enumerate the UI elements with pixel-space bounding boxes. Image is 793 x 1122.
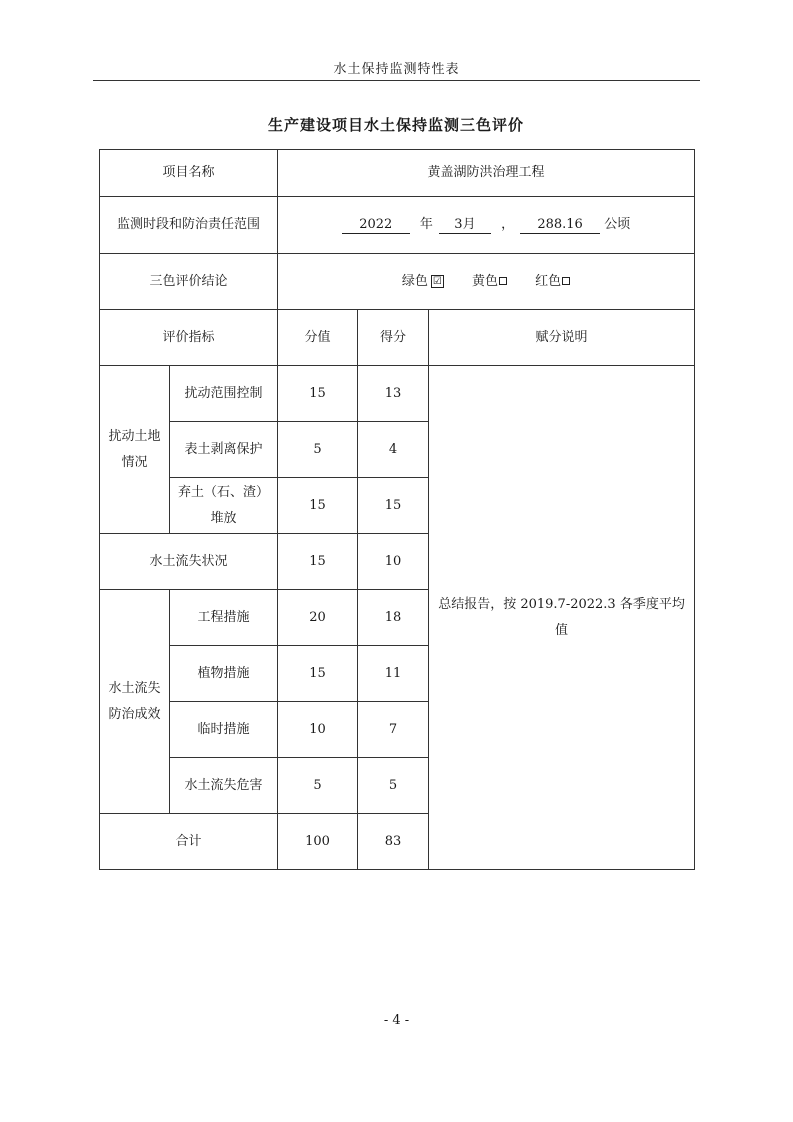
item-score: 5 [278, 422, 358, 478]
item-obtained: 11 [358, 646, 429, 702]
group-loss-name: 水土流失状况 [100, 534, 278, 590]
green-label: 绿色 [401, 273, 428, 289]
period-area: 288.16 [520, 217, 600, 234]
red-option [535, 274, 570, 289]
period-row [100, 197, 695, 254]
header-divider [93, 80, 700, 81]
period-month: 3月 [439, 217, 491, 234]
item-score: 15 [278, 534, 358, 590]
period-value [278, 197, 695, 254]
item-obtained: 18 [358, 590, 429, 646]
conclusion-row [100, 254, 695, 310]
item-name: 临时措施 [170, 702, 278, 758]
conclusion-label: 三色评价结论 [100, 254, 278, 310]
item-obtained: 7 [358, 702, 429, 758]
page-header: 水土保持监测特性表 [333, 62, 460, 77]
total-obtained: 83 [358, 814, 429, 870]
yellow-label: 黄色 [472, 273, 499, 289]
item-obtained: 13 [358, 366, 429, 422]
item-obtained: 4 [358, 422, 429, 478]
item-score: 20 [278, 590, 358, 646]
total-label: 合计 [100, 814, 278, 870]
green-option [402, 274, 444, 289]
conclusion-value [278, 254, 695, 310]
project-name-row [100, 150, 695, 197]
checked-box-icon: ☑ [431, 275, 444, 288]
item-score: 15 [278, 646, 358, 702]
header-explanation: 赋分说明 [429, 310, 695, 366]
table-row [100, 366, 695, 422]
yellow-option [472, 274, 507, 289]
explanation-cell: 总结报告，按 2019.7-2022.3 各季度平均值 [429, 366, 695, 870]
table-header-row [100, 310, 695, 366]
period-year-unit: 年 [419, 217, 433, 232]
item-name: 植物措施 [170, 646, 278, 702]
group-prevention-name: 水土流失防治成效 [100, 590, 170, 814]
evaluation-table [99, 149, 695, 870]
item-obtained: 5 [358, 758, 429, 814]
group-disturb-name: 扰动土地情况 [100, 366, 170, 534]
header-score: 分值 [278, 310, 358, 366]
period-comma: ， [501, 217, 515, 232]
empty-box-icon [499, 277, 507, 285]
period-year: 2022 [342, 217, 410, 234]
item-obtained: 15 [358, 478, 429, 534]
item-score: 15 [278, 478, 358, 534]
total-score: 100 [278, 814, 358, 870]
header-obtained: 得分 [358, 310, 429, 366]
period-label: 监测时段和防治责任范围 [100, 197, 278, 254]
item-name: 表土剥离保护 [170, 422, 278, 478]
item-name: 工程措施 [170, 590, 278, 646]
item-name: 弃土（石、渣）堆放 [170, 478, 278, 534]
red-label: 红色 [535, 273, 562, 289]
header-indicator: 评价指标 [100, 310, 278, 366]
project-name-label: 项目名称 [100, 150, 278, 197]
project-name-value: 黄盖湖防洪治理工程 [278, 150, 695, 197]
item-score: 10 [278, 702, 358, 758]
empty-box-icon [562, 277, 570, 285]
item-score: 5 [278, 758, 358, 814]
document-title: 生产建设项目水土保持监测三色评价 [267, 116, 524, 134]
item-score: 15 [278, 366, 358, 422]
item-name: 扰动范围控制 [170, 366, 278, 422]
item-name: 水土流失危害 [170, 758, 278, 814]
period-area-unit: 公顷 [604, 217, 631, 232]
page-number: - 4 - [383, 1013, 410, 1028]
item-obtained: 10 [358, 534, 429, 590]
